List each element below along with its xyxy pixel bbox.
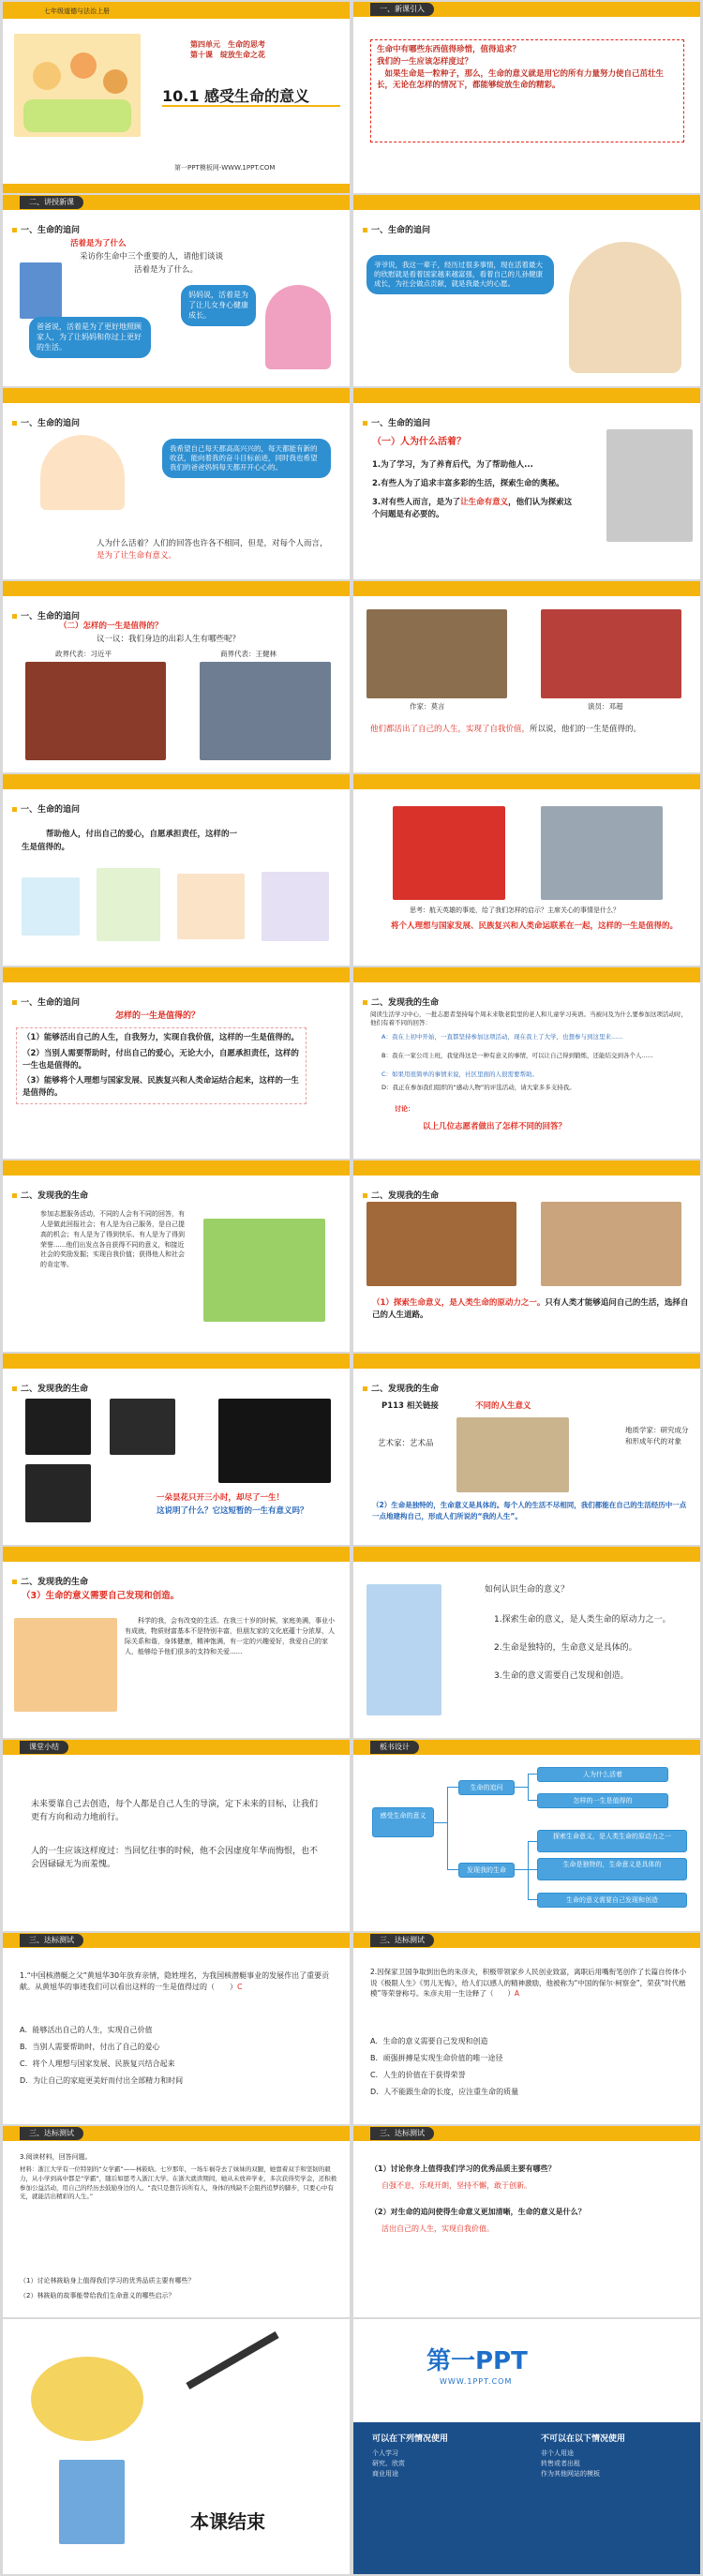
- quiz-answer: C: [237, 1983, 243, 1992]
- key-point: （2）生命是独特的，生命意义是具体的。每个人的生活不尽相同，我们都能在自己的生活经历中一点一点地建构自己，形成人们所说的“我的人生”。: [372, 1501, 687, 1520]
- material-text: 阅读生活学习中心，一批志愿者坚持每个周末来敬老院里的老人和儿童学习英语。当被问及为什么要参加这项活动时，他们有着不同的回答：: [370, 1011, 687, 1027]
- flower-statement: 一朵昙花只开三小时，却尽了一生！: [157, 1493, 285, 1503]
- photo-film-scene: [541, 1202, 681, 1286]
- forbidden-heading: 不可以在以下情况使用: [541, 2434, 626, 2444]
- slide-summary: [3, 1740, 350, 1931]
- slide-quiz-answers: [353, 2126, 700, 2317]
- point-3-highlight: 让生命有意义: [460, 498, 509, 507]
- section-heading: 一、生命的追问: [12, 802, 80, 815]
- section-tag: 课堂小结: [20, 1741, 68, 1754]
- section-tag: 一、新课引入: [370, 3, 434, 16]
- slide-worthy-summary: [3, 967, 350, 1159]
- quiz-question: 2.因保家卫国争取到出色的朱彦夫，积极带领家乡人民创业致富，离职后用嘴衔笔创作了长篇自传体小说《极限人生》《男儿无悔》，给人们以感人的精神激励，他被称为“中国的保尔·柯察金”，荣获“时代楷模”等荣誉称号。朱彦夫用一生诠释了（ ）: [370, 1968, 687, 1999]
- helping-illustration-3: [177, 874, 245, 939]
- answer-c: C：如果用很简单的事情来说，社区里面的人很需要帮助。: [381, 1071, 539, 1078]
- section-tag: 三、达标测试: [370, 2127, 434, 2140]
- option-d[interactable]: D．为让自己的家庭更美好而付出全部精力和时间: [20, 2076, 184, 2085]
- mindmap-leaf-explore: 探索生命意义，是人类生命的原动力之一: [537, 1830, 687, 1852]
- option-b[interactable]: B．当别人需要帮助时，付出了自己的爱心: [20, 2043, 160, 2051]
- answer-1: 自强不息，乐观开朗，坚持不懈，敢于创新。: [381, 2181, 531, 2190]
- slide-quiz-1: [3, 1933, 350, 2124]
- answer-question-1: （1）讨论你身上值得我们学习的优秀品质主要有哪些？: [370, 2164, 556, 2173]
- photo-flower-bloom: [25, 1464, 91, 1522]
- conclusion: 将个人理想与国家发展、民族复兴和人类命运联系在一起，这样的一生是值得的。: [391, 921, 679, 931]
- decor-circle: [31, 2357, 143, 2441]
- artist-view: 艺术家：艺术品: [378, 1439, 434, 1448]
- task-line-2: 活着是为了什么。: [134, 265, 199, 275]
- option-c[interactable]: C．将个人理想与国家发展、民族复兴结合起来: [20, 2059, 175, 2068]
- answer-d: D：我正在参加我们组织的“感动人物”的评选活动，请大家多多支持我。: [381, 1084, 576, 1091]
- slide-license: [353, 2319, 700, 2574]
- summary-para-1: 未来要靠自己去创造，每个人都是自己人生的导演，定下未来的目标，让我们更有方向和动力地前行。: [31, 1800, 319, 1823]
- think-prompt: 思考：航天英雄的事迹，给了我们怎样的启示？主席关心的事情是什么？: [410, 906, 620, 914]
- slide-different-meaning: [353, 1354, 700, 1545]
- photo-flower-full: [218, 1399, 331, 1483]
- summary-point-2: （2）当别人需要帮助时，付出自己的爱心，无论大小，自愿承担责任，这样的一生也是值得的。: [22, 1048, 299, 1071]
- slide-cover: [3, 2, 350, 193]
- section-heading: 二、发现我的生命: [363, 1382, 439, 1394]
- review-point-1: 1.探索生命的意义，是人类生命的原动力之一。: [494, 1615, 671, 1625]
- answer-2: 活出自己的人生，实现自我价值。: [381, 2224, 494, 2233]
- photo-flower-open: [110, 1399, 175, 1455]
- point-line-1: 帮助他人，付出自己的爱心，自愿承担责任，这样的一: [46, 830, 238, 839]
- slide-national-ideal: [353, 774, 700, 966]
- footer-link[interactable]: 第一PPT模板网-WWW.1PPT.COM: [174, 164, 276, 172]
- discussion-label: 讨论：: [395, 1105, 414, 1113]
- point-3: 3.对有些人而言，是为了: [372, 498, 461, 507]
- slide-board-design: [353, 1740, 700, 1931]
- section-heading: 二、发现我的生命: [363, 996, 439, 1008]
- mindmap-leaf-worthy-life: 怎样的一生是值得的: [537, 1793, 668, 1808]
- section-heading: 一、生命的追问: [12, 223, 80, 235]
- forbidden-item: 转售或者出租: [541, 2460, 580, 2468]
- point-3-end: ，他们认为探索这个问题是有必要的。: [372, 498, 573, 520]
- key-point: （1）探索生命意义，是人类生命的原动力之一。: [372, 1298, 546, 1308]
- helping-illustration-4: [262, 872, 329, 941]
- intro-box: [370, 39, 684, 142]
- slide-student: [3, 388, 350, 579]
- photo-politics: [25, 662, 166, 760]
- answer-b: B：我在一家公司上班，我觉得这是一种有意义的事情，可以让自己得到锻炼，还能结交到各个人......: [381, 1052, 653, 1059]
- mindmap-node-inquiry: 生命的追问: [458, 1780, 515, 1795]
- slide-helping-others: [3, 774, 350, 966]
- caption-writer: 作家：莫言: [410, 702, 445, 711]
- discussion-question: 以上几位志愿者做出了怎样不同的回答？: [423, 1122, 567, 1131]
- books-illustration: [59, 2460, 125, 2544]
- page-title: 10.1 感受生命的意义: [162, 87, 310, 105]
- slide-epiphyllum: [3, 1354, 350, 1545]
- section-heading: 二、发现我的生命: [12, 1575, 88, 1587]
- helping-illustration-1: [22, 877, 80, 936]
- section-tag: 二、讲授新课: [20, 196, 83, 209]
- photo-business: [200, 662, 331, 760]
- student-bubble: 我希望自己每天都高高兴兴的，每天都能有新的收获，能向着我的奋斗目标前进，同时我也希望我们的爸爸妈妈每天都开开心心的。: [162, 439, 331, 478]
- section-heading: 一、生命的追问: [12, 609, 80, 622]
- mindmap-leaf-unique: 生命是独特的，生命意义是具体的: [537, 1858, 687, 1880]
- mother-figure: [265, 285, 331, 369]
- section-tag: 三、达标测试: [20, 1934, 83, 1947]
- allowed-item: 个人学习: [372, 2449, 398, 2457]
- conclusion-highlight: 是为了让生命有意义。: [97, 551, 177, 561]
- allowed-heading: 可以在下列情况使用: [372, 2434, 449, 2444]
- point-2: 2.有些人为了追求丰富多彩的生活，探索生命的奥秘。: [372, 479, 564, 488]
- geologist-view: 地质学家：研究成分和形成年代的对象: [625, 1426, 689, 1445]
- section-tag: 三、达标测试: [370, 1934, 434, 1947]
- mindmap-node-discover: 发现我的生命: [458, 1863, 515, 1878]
- student-illustration: [40, 435, 125, 510]
- slide-quiz-2: [353, 1933, 700, 2124]
- summary-box: [16, 1027, 307, 1104]
- photo-stone: [456, 1417, 569, 1492]
- subheading: 怎样的一生是值得的？: [115, 1011, 201, 1021]
- option-d[interactable]: D．人不能跟生命的长度，应注重生命的质量: [370, 2088, 519, 2096]
- forbidden-item: 作为其他网站的模板: [541, 2470, 600, 2479]
- caption-actor: 演员：邓超: [588, 702, 623, 711]
- slide-explore-meaning: [353, 1161, 700, 1352]
- option-a[interactable]: A．生命的意义需要自己发现和创造: [370, 2037, 488, 2045]
- photo-writer: [366, 609, 507, 698]
- textbook-label: 七年级道德与法治上册: [44, 7, 110, 15]
- photo-actor: [541, 609, 681, 698]
- slide-quiz-3: [3, 2126, 350, 2317]
- quiz-material: 材料：浙江大学有一位特别的“女学霸”——林筱晗。七岁那年，一场车祸夺去了妹妹的双腿，她靠着双手和坚韧的毅力，从小学到高中都是“学霸”，随后如愿考入浙江大学。在浙大就读期间，她从未放弃学业，多次获得奖学金，还积极参加公益活动，用自己的经历去鼓励身边的人。“我只是想告诉所有人，身体的残缺不会阻挡追梦的脚步，只要心中有光，就能活出精彩的人生。”: [20, 2165, 337, 2201]
- slide-examples: [353, 581, 700, 772]
- key-point-explain: 只有人类才能够追问自己的生活，选择自己的人生道路。: [372, 1298, 689, 1321]
- conclusion-highlight: 他们都活出了自己的人生，实现了自我价值，: [370, 725, 531, 734]
- volunteer-illustration: [203, 1219, 325, 1322]
- quiz-answer: A: [514, 1989, 520, 1999]
- discussion-prompt: 议一议：我们身边的出彩人生有哪些呢？: [97, 635, 241, 644]
- grandpa-bubble: 爷爷说，我这一辈子，经历过很多事情，现在活着最大的欣慰就是看着国家越来越富强，看着自己的儿孙健康成长，为社会做点贡献，就是我最大的心愿。: [366, 255, 554, 294]
- unit-label: 第四单元 生命的思考: [190, 40, 265, 49]
- photo-worker: [541, 806, 663, 900]
- children-illustration: [14, 34, 141, 137]
- summary-point-3: （3）能够将个人理想与国家发展、民族复兴和人类命运结合起来，这样的一生是值得的。: [22, 1076, 299, 1098]
- section-heading: 二、发现我的生命: [12, 1382, 88, 1394]
- boy-illustration: [366, 1584, 441, 1715]
- option-a[interactable]: A．能够活出自己的人生，实现自己价值: [20, 2026, 153, 2034]
- task-line-1: 采访你生命中三个重要的人，请他们谈谈: [80, 252, 224, 262]
- end-title: 本课结束: [190, 2510, 265, 2533]
- quiz-question: 3.阅读材料，回答问题。: [20, 2153, 92, 2161]
- review-point-3: 3.生命的意义需要自己发现和创造。: [494, 1671, 629, 1681]
- quiz-subquestion-1: （1）讨论林筱晗身上值得我们学习的优秀品质主要有哪些？: [20, 2277, 195, 2284]
- slide-grandpa: [353, 195, 700, 386]
- subheading: （一）人为什么活着？: [372, 437, 466, 447]
- section-tag: 三、达标测试: [20, 2127, 83, 2140]
- summary-para-2: 人的一生应该这样度过：当回忆往事的时候，他不会因虚度年华而悔恨，也不会因碌碌无为而羞愧。: [31, 1847, 319, 1870]
- photo-flower-bud: [25, 1399, 91, 1455]
- intro-paragraph: 如果生命是一粒种子，那么，生命的意义就是用它的所有力量努力使自己茁壮生长，无论在怎样的情况下，都能够绽放生命的精彩。: [377, 68, 665, 91]
- section-tag: 板书设计: [370, 1741, 419, 1754]
- section-heading: 一、生命的追问: [12, 996, 80, 1008]
- flower-question: 这说明了什么？它这短暂的一生有意义吗？: [157, 1506, 308, 1516]
- question-1: 生命中有哪些东西值得珍惜，值得追求？: [377, 45, 521, 54]
- section-heading: 一、生命的追问: [363, 223, 430, 235]
- option-c[interactable]: C．人生的价值在于获得荣誉: [370, 2071, 466, 2079]
- review-question: 如何认识生命的意义？: [485, 1585, 570, 1595]
- slide-create-meaning: [3, 1547, 350, 1738]
- answer-question-2: （2）对生命的追问使得生命意义更加清晰，生命的意义是什么？: [370, 2208, 586, 2216]
- helping-illustration-2: [97, 868, 160, 941]
- allowed-item: 商业用途: [372, 2470, 398, 2479]
- study-photo: [606, 429, 693, 542]
- mindmap-root: 感受生命的意义: [372, 1807, 434, 1837]
- lesson-label: 第十课 绽放生命之花: [190, 51, 265, 60]
- photo-soldier: [366, 1202, 516, 1286]
- point-line-2: 生是值得的。: [22, 843, 70, 852]
- conclusion-line: 人为什么活着？人们的回答也许各不相同，但是，对每个人而言，: [97, 539, 328, 548]
- divider: [162, 105, 340, 107]
- mother-bubble: 妈妈说，活着是为了让儿女身心健康成长。: [181, 285, 256, 326]
- section-heading: 一、生命的追问: [12, 416, 80, 428]
- slide-why-live: [3, 195, 350, 386]
- slide-why-live-answers: [353, 388, 700, 579]
- mindmap-leaf-create: 生命的意义需要自己发现和创造: [537, 1893, 687, 1908]
- review-point-2: 2.生命是独特的，生命意义是具体的。: [494, 1643, 637, 1653]
- allowed-item: 研究、欣赏: [372, 2460, 405, 2468]
- question-2: 我们的一生应该怎样度过？: [377, 56, 473, 67]
- family-illustration: [14, 1618, 117, 1712]
- slide-intro: [353, 2, 700, 193]
- summary-point-1: （1）能够活出自己的人生，自我努力，实现自我价值，这样的一生是值得的。: [22, 1033, 299, 1042]
- point-1: 1.为了学习，为了养育后代，为了帮助他人...: [372, 460, 533, 470]
- key-point: （3）生命的意义需要自己发现和创造。: [22, 1591, 180, 1601]
- essay-text: 科学的我，会有改变的生活。在我三十岁的时候，家庭美满，事业小有成就，物质财富基本不是特别丰富，但朋友家的文化底蕴十分浓厚，人际关系和谐，身体健康，精神饱满，有一定的兴趣爱好，我爱自己的家人，能够给予他们很多的支持和关爱......: [125, 1617, 335, 1655]
- forbidden-item: 非个人用途: [541, 2449, 574, 2457]
- answer-a: A：我在上初中开始，一直都坚持参加这项活动，现在我上了大学，也想参与到这里来......: [381, 1033, 623, 1041]
- subheading: （二）怎样的一生是值得的？: [59, 622, 163, 631]
- slide-worthy-life: [3, 581, 350, 772]
- option-b[interactable]: B．顽强拼搏是实现生命价值的唯一途径: [370, 2054, 503, 2062]
- slide-end: [3, 2319, 350, 2574]
- section-heading: 二、发现我的生命: [363, 1189, 439, 1201]
- explanation-text: 参加志愿服务活动，不同的人会有不同的回答，有人是做此回报社会；有人是为自己服务，是自己提高的机会；有人是为了得到快乐、有人是为了得到荣誉......他们出发点各自获得不同的意义，和接近社会的奖励发掘；实现自我价值；获得他人和社会的肯定等。: [40, 1210, 185, 1269]
- comparison-title: 不同的人生意义: [475, 1401, 531, 1411]
- caption-business: 商界代表：王健林: [220, 650, 277, 658]
- section-heading: 一、生命的追问: [363, 416, 430, 428]
- conclusion-line: 所以说，他们的一生是值得的。: [530, 725, 642, 734]
- grandpa-illustration: [569, 242, 681, 373]
- caption-politics: 政界代表：习近平: [55, 650, 112, 658]
- photo-astronauts: [393, 806, 505, 900]
- slide-volunteer: [353, 967, 700, 1159]
- quiz-question: 1.“中国核潜艇之父”黄旭华30年放弃亲情，隐姓埋名，为我国核潜艇事业的发展作出了重要贡献。从黄旭华的事迹我们可以看出这样的一生是值得过的（ ）: [20, 1971, 330, 1992]
- father-bubble: 爸爸说，活着是为了更好地照顾家人，为了让妈妈和你过上更好的生活。: [29, 317, 151, 358]
- quiz-subquestion-2: （2）林筱晗的故事能带给我们生命意义的哪些启示？: [20, 2292, 175, 2299]
- section-heading: 二、发现我的生命: [12, 1189, 88, 1201]
- link-heading: P113 相关链接: [381, 1401, 439, 1411]
- brand-url[interactable]: WWW.1PPT.COM: [440, 2377, 513, 2386]
- question: 活着是为了什么: [70, 239, 127, 248]
- slide-understand-meaning: [353, 1547, 700, 1738]
- brand-logo: 第一PPT: [426, 2347, 528, 2375]
- father-figure: [20, 262, 62, 319]
- slide-volunteer-meaning: [3, 1161, 350, 1352]
- mindmap-leaf-why-live: 人为什么活着: [537, 1767, 668, 1782]
